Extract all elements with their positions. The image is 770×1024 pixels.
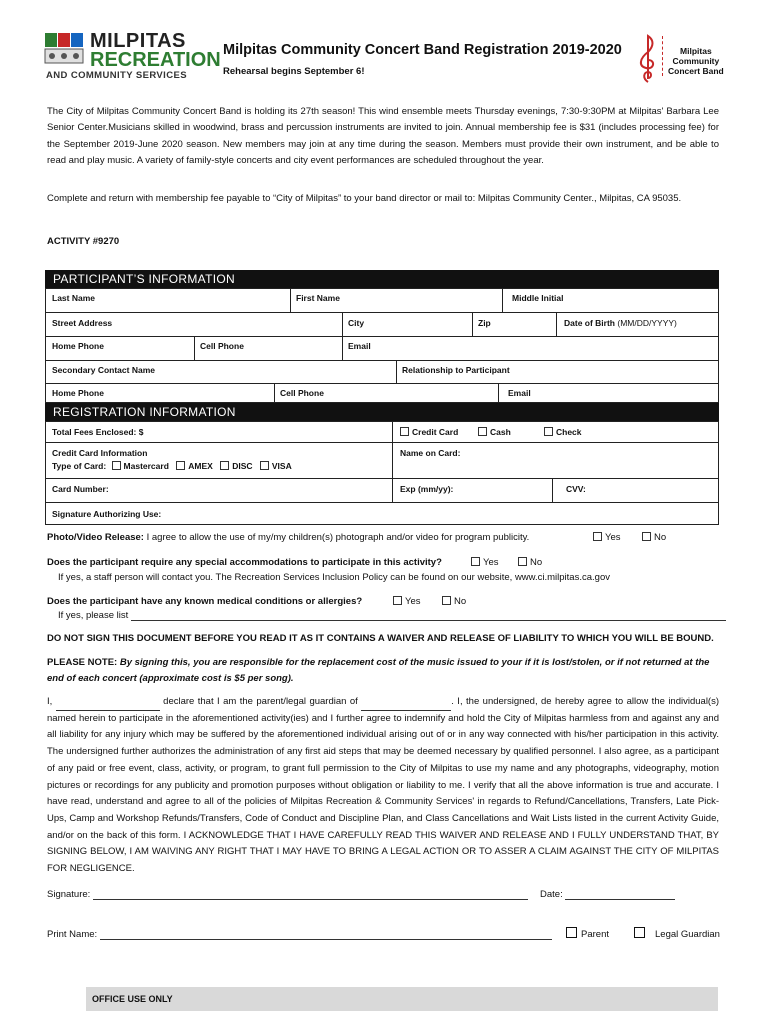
parent-label: Parent [581,929,609,940]
medical-question: Does the participant have any known medical conditions or allergies? [47,596,363,607]
declarant-name-input[interactable] [56,710,160,711]
waiver-mid: declare that I am the parent/legal guardian of [163,696,358,707]
legal-guardian-checkbox[interactable] [634,927,720,940]
exp-field[interactable]: Exp (mm/yy): [400,484,454,494]
signature-label: Signature: [47,889,91,900]
medical-note-line [58,610,726,621]
fees-row [45,421,719,443]
relationship-field[interactable]: Relationship to Participant [402,365,510,375]
dob-field[interactable] [564,318,677,328]
card-number-row [45,479,719,503]
signature-line [47,889,528,900]
treble-clef-icon [636,32,660,84]
registration-section-header: REGISTRATION INFORMATION [45,403,719,421]
disc-label: DISC [232,461,253,471]
photo-no-checkbox[interactable] [642,532,666,543]
photo-release-text: I agree to allow the use of my/my children(s) photograph and/or video for program publicity. [146,532,530,543]
medical-no-checkbox[interactable] [442,596,466,607]
secondary-contact-field[interactable]: Secondary Contact Name [52,365,155,375]
secondary-phone-row [45,384,719,403]
zip-field[interactable]: Zip [478,318,491,328]
amex-label: AMEX [188,461,213,471]
credit-card-label: Credit Card [412,427,459,437]
total-fees-field[interactable]: Total Fees Enclosed: $ [52,427,144,437]
logo-text-1: MILPITAS [90,30,186,52]
band-logo-line1: Milpitas [680,46,712,56]
signature-auth-row [45,503,719,525]
middle-initial-field[interactable]: Middle Initial [512,293,564,303]
photo-yes-checkbox[interactable] [593,532,621,543]
card-number-field[interactable]: Card Number: [52,484,109,494]
intro-paragraph: The City of Milpitas Community Concert Band is holding its 27th season! This wind ensemble meets Thursday evenings, 7:30-9:30PM at Milpitas' Barbara Lee Senior Center.Musicians skilled in woodwind, brass and percussion instruments are invited to join. Annual membership fee is $31 (includes processing fee) for the September 2019-June 2020 season. New members may join at any time during the season. Members must provide their own instrument, and be able to read and play music. A variety of family-style concerts and city event performances are scheduled throughout the year. [47,106,719,166]
waiver-start: I, [47,696,53,707]
please-note-paragraph [47,655,719,688]
accommodations-no-label: No [530,557,543,568]
card-type-options [52,461,292,471]
first-name-field[interactable]: First Name [296,293,340,303]
medical-no-label: No [454,596,467,607]
email-field[interactable]: Email [348,341,371,351]
accommodations-no-checkbox[interactable] [518,557,542,568]
parent-checkbox[interactable] [566,927,609,940]
medical-list-input[interactable] [131,620,726,621]
amex-checkbox[interactable] [171,461,213,471]
medical-note-label: If yes, please list [58,610,129,621]
mastercard-checkbox[interactable] [109,461,169,471]
cc-info-label: Credit Card Information [52,448,148,458]
medical-yes-checkbox[interactable] [393,596,421,607]
milpitas-recreation-logo [44,30,221,82]
visa-label: VISA [271,461,292,471]
card-type-label: Type of Card: [52,461,107,471]
concert-band-logo [636,32,726,84]
secondary-home-phone-field[interactable]: Home Phone [52,388,104,398]
accommodations-question: Does the participant require any special accommodations to participate in this activity? [47,557,442,568]
credit-card-checkbox[interactable] [400,427,458,437]
disc-checkbox[interactable] [215,461,252,471]
secondary-email-field[interactable]: Email [508,388,531,398]
print-name-label: Print Name: [47,929,98,940]
card-info-row [45,443,719,479]
print-name-input[interactable] [100,939,552,940]
intro-return-instructions: Complete and return with membership fee payable to “City of Milpitas” to your band director or mail to: Milpitas Community Center., Milpitas, CA 95035. [47,193,682,204]
activity-number: ACTIVITY #9270 [47,236,120,247]
accommodations-yes-label: Yes [483,557,499,568]
please-note-label: PLEASE NOTE: [47,657,118,668]
please-note-text: By signing this, you are responsible for the replacement cost of the music issued to your if it is lost/stolen, or if not returned at the end of each concert (approximate cost is $5 per song). [47,657,710,685]
secondary-contact-row [45,361,719,384]
waiver-body: . I, the undersigned, de hereby agree to allow the individual(s) named herein to participate in the aforementioned activity(ies) and I further agree to indemnify and hold the City of Milpitas harmless from and against any and all liability for any injury which may be suffered by the aforementioned individual arising out of or in any way connected with his/her participation in this activity. The undersigned further authorizes the administration of any first aid steps that may be deemed necessary by qualified personnel. I also agree, as a participant of any paid or free event, class, activity, or program, to grant full permission to the City of Milpitas to use my name and any photographs, videography, motion pictures or recordings for any publicity and promotion purposes without obligation or liability to me. I verify that all the above information is true and accurate. I have read, understand and agree to all of the policies of Milpitas Recreation & Community Services' in regards to Refund/Cancellations, Transfers, Late Pick-Ups, Camp and Workshop Refunds/Transfers, Code of Conduct and Discipline Plan, and Class Cancellations and Wait Lists listed in the current Activity Guide, and/or on the back of this form. I ACKNOWLEDGE THAT I HAVE CAREFULLY READ THIS WAIVER AND RELEASE AND I FULLY UNDERSTAND THAT, BY SIGNING BELOW, I AM WAIVING ANY RIGHT THAT I MAY HAVE TO BRING A LEGAL ACTION OR TO ASSER A CLAIM AGAINST THE CITY OF MILPITAS FOR NEGLIGENCE. [47,696,720,875]
participant-section-header: PARTICIPANT’S INFORMATION [45,270,719,288]
print-name-line [47,929,552,940]
office-use-only-bar: OFFICE USE ONLY [86,987,718,1011]
waiver-paragraph [47,694,719,878]
check-label: Check [556,427,582,437]
page-subtitle: Rehearsal begins September 6! [223,66,365,77]
last-name-field[interactable]: Last Name [52,293,95,303]
home-phone-field[interactable]: Home Phone [52,341,104,351]
street-address-field[interactable]: Street Address [52,318,113,328]
accommodations-yes-checkbox[interactable] [471,557,499,568]
cash-label: Cash [490,427,511,437]
photo-release-line [47,532,529,543]
name-on-card-field[interactable]: Name on Card: [400,448,461,458]
name-row [45,288,719,313]
phone-row [45,337,719,361]
dob-format: (MM/DD/YYYY) [617,318,677,328]
band-logo-line3: Concert Band [668,66,724,76]
date-input[interactable] [565,899,675,900]
cell-phone-field[interactable]: Cell Phone [200,341,244,351]
page-title: Milpitas Community Concert Band Registration 2019-2020 [223,42,622,58]
address-row [45,313,719,337]
check-checkbox[interactable] [544,427,582,437]
accommodations-note: If yes, a staff person will contact you. The Recreation Services Inclusion Policy can be found on our website, www.ci.milpitas.ca.gov [58,572,610,583]
photo-yes-label: Yes [605,532,621,543]
cash-checkbox[interactable] [478,427,511,437]
visa-checkbox[interactable] [255,461,292,471]
do-not-sign-warning: DO NOT SIGN THIS DOCUMENT BEFORE YOU READ IT AS IT CONTAINS A WAIVER AND RELEASE OF LIABILITY TO WHICH YOU WILL BE BOUND. [47,633,714,644]
signature-auth-field[interactable]: Signature Authorizing Use: [52,509,162,519]
date-label: Date: [540,889,563,900]
cvv-field[interactable]: CVV: [566,484,586,494]
band-logo-line2: Community [672,56,720,66]
photo-release-label: Photo/Video Release: [47,532,144,543]
logo-text-2: RECREATION [90,49,221,71]
family-icon [44,32,88,66]
signature-input[interactable] [93,899,528,900]
photo-no-label: No [654,532,667,543]
secondary-cell-phone-field[interactable]: Cell Phone [280,388,324,398]
logo-text-3: AND COMMUNITY SERVICES [46,70,187,81]
medical-yes-label: Yes [405,596,421,607]
city-field[interactable]: City [348,318,365,328]
legal-guardian-label: Legal Guardian [655,929,720,940]
participant-name-input[interactable] [361,710,451,711]
date-line [540,889,675,900]
mastercard-label: Mastercard [123,461,169,471]
dob-label: Date of Birth [564,318,615,328]
